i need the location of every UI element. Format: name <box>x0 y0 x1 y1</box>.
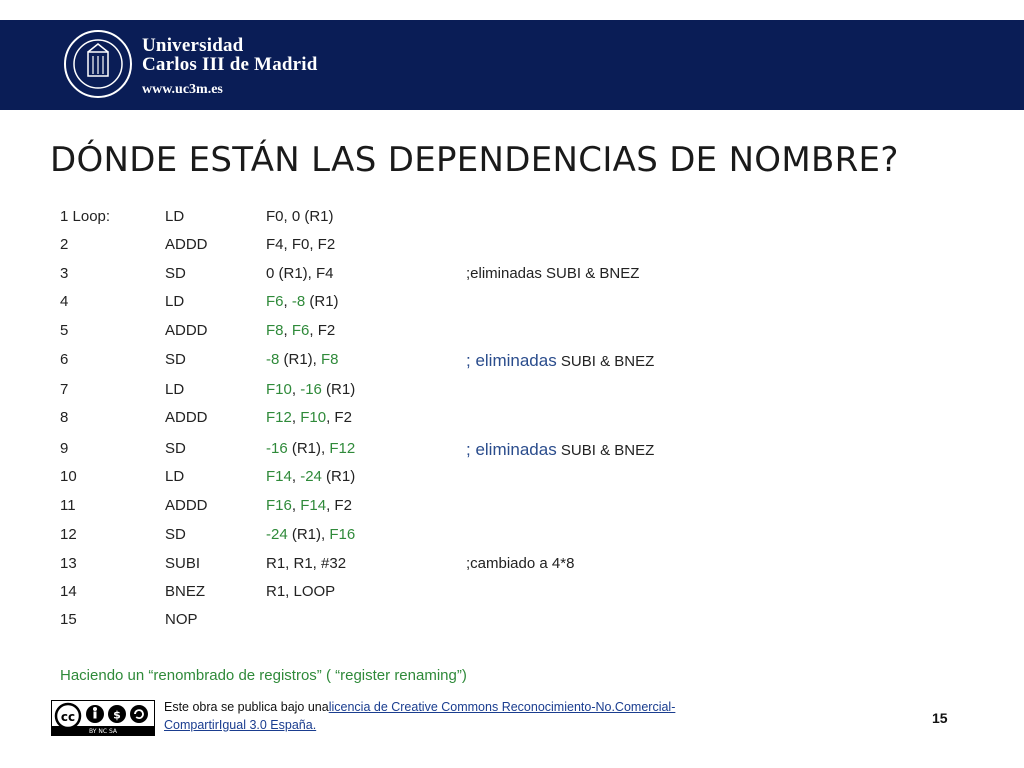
operands: -16 (R1), F12 <box>266 440 356 457</box>
line-number: 3 <box>60 265 69 282</box>
code-row <box>60 409 760 433</box>
code-row <box>60 526 760 550</box>
line-number: 5 <box>60 322 69 339</box>
license-prefix: Este obra se publica bajo una <box>164 700 329 714</box>
opcode: ADDD <box>165 236 208 253</box>
university-wordmark <box>142 36 318 98</box>
code-row <box>60 611 760 635</box>
code-comment-tail: SUBI & BNEZ <box>556 353 655 370</box>
opcode: LD <box>165 293 185 310</box>
code-row <box>60 468 760 492</box>
operands: F14, -24 (R1) <box>266 468 356 485</box>
code-row <box>60 351 760 375</box>
line-number: 12 <box>60 526 77 543</box>
operands: F8, F6, F2 <box>266 322 336 339</box>
license-link[interactable]: licencia de Creative Commons Reconocimiento-No.Comercial-CompartirIgual 3.0 España. <box>164 700 676 732</box>
university-seal-logo <box>62 28 134 100</box>
operands: F16, F14, F2 <box>266 497 352 514</box>
opcode: SUBI <box>165 555 201 572</box>
opcode: SD <box>165 526 186 543</box>
code-comment-text: ;eliminadas SUBI & BNEZ <box>466 265 640 282</box>
code-comment <box>466 265 639 282</box>
opcode: SD <box>165 265 186 282</box>
renaming-note: Haciendo un “renombrado de registros” ( “register renaming”) <box>60 667 467 684</box>
code-comment-text: ; eliminadas <box>466 351 557 370</box>
opcode: SD <box>165 440 186 457</box>
operands: 0 (R1), F4 <box>266 265 334 282</box>
code-comment <box>466 351 654 371</box>
line-number: 13 <box>60 555 77 572</box>
opcode: LD <box>165 208 185 225</box>
opcode: BNEZ <box>165 583 206 600</box>
svg-text:cc: cc <box>60 710 76 724</box>
creative-commons-badge-icon <box>51 700 155 736</box>
license-text <box>164 698 684 734</box>
code-row <box>60 265 760 289</box>
page-number: 15 <box>932 710 948 726</box>
line-number: 14 <box>60 583 77 600</box>
code-row <box>60 497 760 521</box>
opcode: ADDD <box>165 409 208 426</box>
cc-badge-label: BY NC SA <box>89 728 117 735</box>
university-website: www.uc3m.es <box>142 82 223 97</box>
opcode: ADDD <box>165 322 208 339</box>
code-row <box>60 583 760 607</box>
code-row <box>60 440 760 464</box>
code-row <box>60 555 760 579</box>
header-bar <box>0 20 1024 110</box>
code-row <box>60 208 760 232</box>
code-comment <box>466 555 574 572</box>
line-number: 11 <box>60 497 76 514</box>
line-number: 9 <box>60 440 69 457</box>
line-number: 7 <box>60 381 69 398</box>
code-comment-tail: SUBI & BNEZ <box>556 442 655 459</box>
operands: R1, R1, #32 <box>266 555 347 572</box>
opcode: ADDD <box>165 497 208 514</box>
line-number: 4 <box>60 293 69 310</box>
operands: R1, LOOP <box>266 583 336 600</box>
operands: -8 (R1), F8 <box>266 351 339 368</box>
opcode: LD <box>165 381 185 398</box>
university-name-line2: Carlos III de Madrid <box>142 54 318 75</box>
line-number: 6 <box>60 351 69 368</box>
code-comment <box>466 440 654 460</box>
line-number: 1 Loop: <box>60 208 111 225</box>
opcode: SD <box>165 351 186 368</box>
opcode: NOP <box>165 611 198 628</box>
operands: -24 (R1), F16 <box>266 526 356 543</box>
operands: F0, 0 (R1) <box>266 208 334 225</box>
university-name-line1: Universidad <box>142 35 244 56</box>
slide-title: DÓNDE ESTÁN LAS DEPENDENCIAS DE NOMBRE? <box>50 140 899 180</box>
operands: F6, -8 (R1) <box>266 293 339 310</box>
operands: F4, F0, F2 <box>266 236 336 253</box>
code-comment-text: ; eliminadas <box>466 440 557 459</box>
code-comment-text: ;cambiado a 4*8 <box>466 555 575 572</box>
line-number: 2 <box>60 236 69 253</box>
line-number: 8 <box>60 409 69 426</box>
opcode: LD <box>165 468 185 485</box>
code-row <box>60 381 760 405</box>
svg-text:$: $ <box>113 708 121 722</box>
line-number: 10 <box>60 468 77 485</box>
code-row <box>60 322 760 346</box>
operands: F10, -16 (R1) <box>266 381 356 398</box>
operands: F12, F10, F2 <box>266 409 352 426</box>
line-number: 15 <box>60 611 77 628</box>
code-row <box>60 236 760 260</box>
code-row <box>60 293 760 317</box>
